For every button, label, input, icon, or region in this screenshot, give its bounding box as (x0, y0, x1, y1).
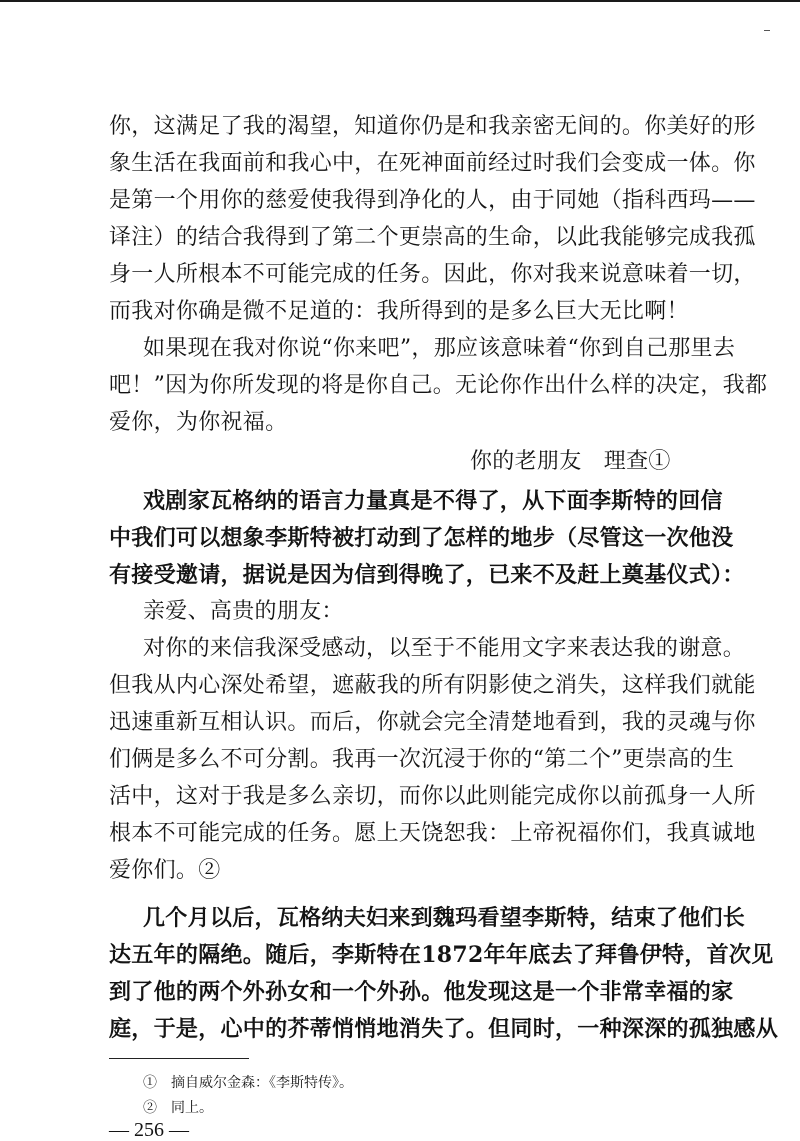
body-line: 译注）的结合我得到了第二个更崇高的生命，以此我能够完成我孤 (109, 225, 756, 250)
top-border (0, 0, 800, 2)
reply-line: 根本不可能完成的任务。愿上天饶恕我：上帝祝福你们，我真诚地 (109, 821, 756, 846)
footnote: ② 同上。 (143, 1100, 213, 1116)
footnote-divider (109, 1058, 249, 1059)
narration-line: 达五年的隔绝。随后，李斯特在1872年年底去了拜鲁伊特，首次见 (109, 942, 774, 968)
footnote: ① 摘自威尔金森：《李斯特传》。 (143, 1075, 353, 1091)
body-line: 象生活在我面前和我心中，在死神面前经过时我们会变成一体。你 (109, 151, 756, 176)
narration-line: 有接受邀请，据说是因为信到得晚了，已来不及赶上奠基仪式）： (109, 562, 745, 588)
body-line: 如果现在我对你说“你来吧”，那应该意味着“你到自己那里去 (143, 336, 736, 361)
body-line: 吧！”因为你所发现的将是你自己。无论你作出什么样的决定，我都 (109, 373, 768, 398)
narration-line: 几个月以后，瓦格纳夫妇来到魏玛看望李斯特，结束了他们长 (143, 905, 746, 931)
narration-line: 戏剧家瓦格纳的语言力量真是不得了，从下面李斯特的回信 (143, 488, 723, 514)
reply-salutation: 亲爱、高贵的朋友： (143, 599, 344, 624)
reply-line: 对你的来信我深受感动，以至于不能用文字来表达我的谢意。 (143, 636, 746, 661)
body-line: 而我对你确是微不足道的：我所得到的是多么巨大无比啊！ (109, 299, 689, 324)
body-line: 身一人所根本不可能完成的任务。因此，你对我来说意味着一切， (109, 262, 756, 287)
reply-line: 活中，这对于我是多么亲切，而你以此则能完成你以前孤身一人所 (109, 784, 756, 809)
body-line: 你，这满足了我的渴望，知道你仍是和我亲密无间的。你美好的形 (109, 114, 756, 139)
reply-line: 迅速重新互相认识。而后，你就会完全清楚地看到，我的灵魂与你 (109, 710, 756, 735)
reply-line: 但我从内心深处希望，遮蔽我的所有阴影使之消失，这样我们就能 (109, 673, 756, 698)
narration-line: 中我们可以想象李斯特被打动到了怎样的地步（尽管这一次他没 (109, 525, 734, 551)
corner-mark (764, 30, 770, 31)
narration-line: 庭，于是，心中的芥蒂悄悄地消失了。但同时，一种深深的孤独感从 (109, 1016, 779, 1042)
reply-line: 们俩是多么不可分割。我再一次沉浸于你的“第二个”更崇高的生 (109, 747, 735, 772)
narration-line: 到了他的两个外孙女和一个外孙。他发现这是一个非常幸福的家 (109, 979, 734, 1005)
page-number: — 256 — (109, 1119, 189, 1141)
body-line: 爱你，为你祝福。 (109, 410, 288, 435)
letter-signature: 你的老朋友 理查① (470, 449, 671, 474)
reply-line: 爱你们。② (109, 858, 221, 883)
body-line: 是第一个用你的慈爱使我得到净化的人，由于同她（指科西玛—— (109, 188, 756, 213)
